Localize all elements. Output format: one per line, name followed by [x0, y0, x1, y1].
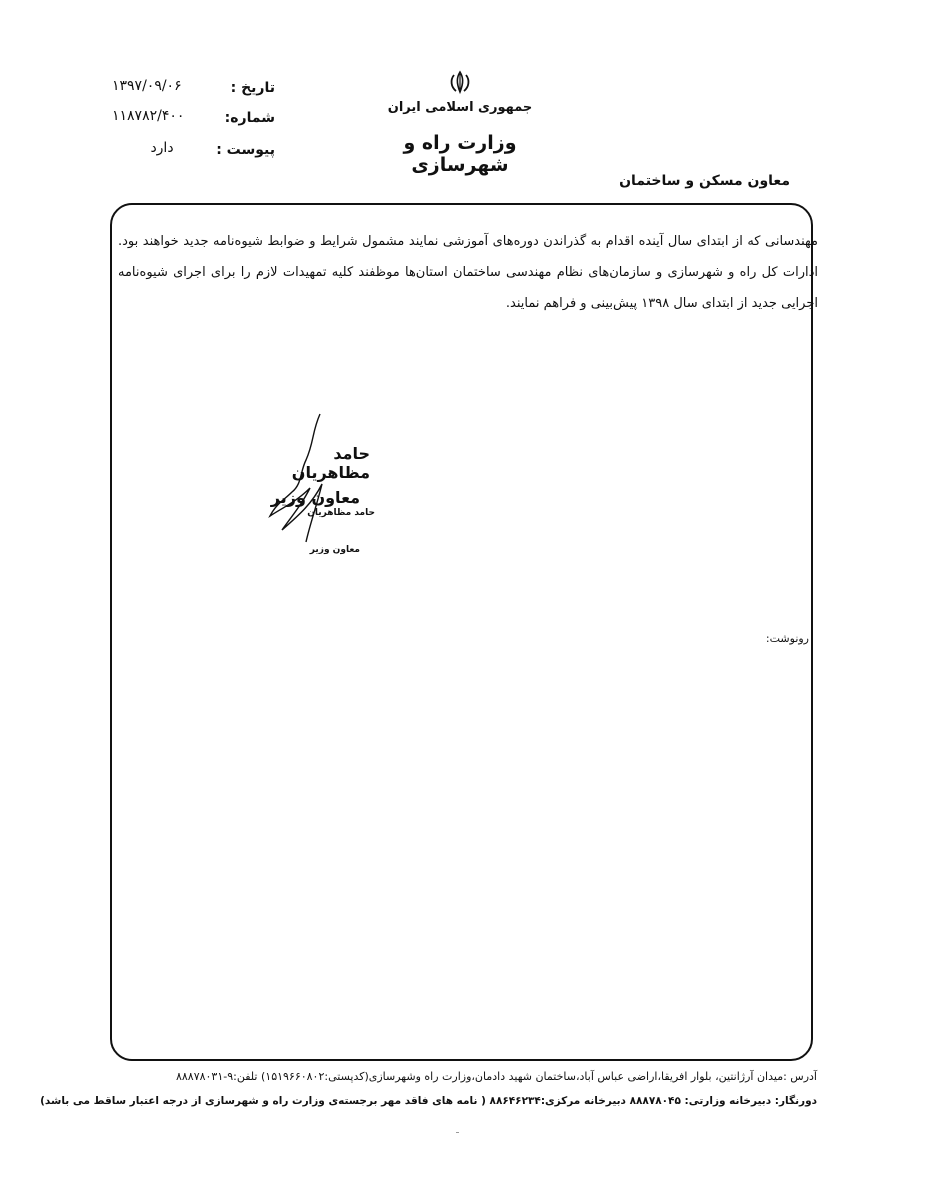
- republic-title: جمهوری اسلامی ایران: [387, 100, 533, 115]
- signatory-name: حامد مظاهریان: [291, 444, 370, 482]
- deputy-office-title: معاون مسکن و ساختمان: [619, 173, 790, 189]
- attachment-label: پیوست :: [216, 142, 275, 158]
- date-label: تاریخ :: [230, 80, 275, 96]
- ministry-title: وزارت راه و شهرسازی: [403, 132, 517, 176]
- number-value: ۱۱۸۷۸۲/۴۰۰: [112, 108, 185, 124]
- letter-body: مهندسانی که از ابتدای سال آینده اقدام به گذراندن دوره‌های آموزشی نمایند مشمول شرایط و ضوابط شیوه‌نامه جدید خواهند بود. ادارات کل راه و شهرسازی و سازمان‌های نظام مهندسی ساختمان استان‌ها موظفند کلیه تمهیدات لازم را برای اجرای شیوه‌نامه اجرایی جدید از ابتدای سال ۱۳۹۸ پیش‌بینی و فراهم نمایند.: [118, 234, 818, 311]
- footer-address: آدرس :میدان آرژانتین، بلوار افریقا،اراضی عباس آباد،ساختمان شهید دادمان،وزارت راه وشهرسازی(کدپستی:۱۵۱۹۶۶۰۸۰۲) تلفن:۹-۸۸۸۷۸۰۳۱: [175, 1070, 817, 1083]
- stamp-title: معاون وزیر: [309, 545, 360, 555]
- footer-secretariat: دورنگار: دبیرخانه وزارتی: ۸۸۸۷۸۰۴۵ دبیرخانه مرکزی:۸۸۶۴۶۲۳۴ ( نامه های فاقد مهر برجسته‌ی وزارت راه و شهرسازی از درجه اعتبار ساقط می باشد): [40, 1095, 817, 1107]
- signature-scribble: [262, 412, 372, 552]
- stamp-name: حامد مظاهریان: [307, 508, 375, 518]
- number-label: شماره:: [224, 110, 275, 126]
- attachment-value: دارد: [150, 140, 174, 156]
- signatory-title: معاون وزیر: [270, 488, 360, 507]
- scan-dot: [456, 1132, 459, 1133]
- date-value: ۱۳۹۷/۰۹/۰۶: [112, 78, 182, 94]
- iran-emblem-icon: [447, 70, 473, 96]
- cc-label: رونوشت:: [765, 632, 809, 645]
- letter-frame: [110, 203, 813, 1061]
